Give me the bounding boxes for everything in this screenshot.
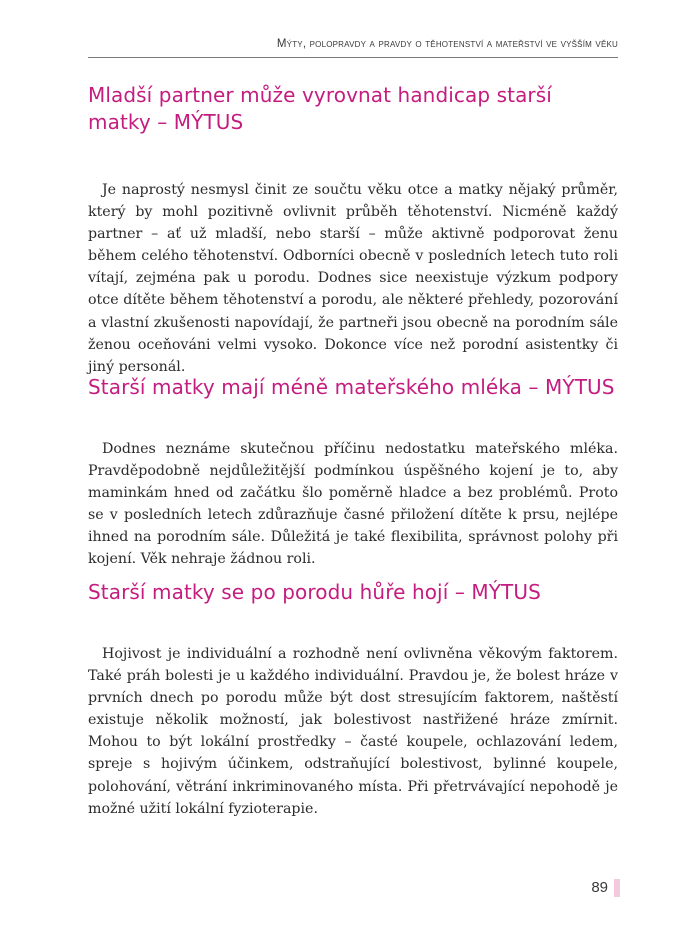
section-younger-partner xyxy=(88,82,618,378)
page-marker-bar xyxy=(614,879,620,897)
section-breast-milk xyxy=(88,374,618,571)
page-number: 89 xyxy=(591,879,608,896)
section-heading: Mladší partner může vyrovnat handicap starší matky – MÝTUS xyxy=(88,83,552,134)
section-heading: Starší matky mají méně mateřského mléka – MÝTUS xyxy=(88,375,615,399)
section-heading: Starší matky se po porodu hůře hojí – MÝTUS xyxy=(88,580,541,604)
header-rule xyxy=(88,57,618,58)
section-healing xyxy=(88,579,618,820)
section-paragraph: Je naprostý nesmysl činit ze součtu věku otce a matky nějaký průměr, který by mohl pozitivně ovlivnit průběh těhotenství. Nicméně každý partner – ať už mladší, nebo starší – může aktivně podporovat ženu během celého těhotenství. Odborníci obecně v posledních letech tuto roli vítají, zejména pak u porodu. Dodnes sice neexistuje výzkum podpory otce dítěte během těhotenství a porodu, ale některé přehledy, pozorování a vlastní zkušenosti napovídají, že partneři jsou obecně na porodním sále ženou oceňováni velmi vysoko. Dokonce více než porodní asistentky či jiný personál. xyxy=(88,182,618,375)
section-paragraph: Hojivost je individuální a rozhodně není ovlivněna věkovým faktorem. Také práh bolesti je u každého individuální. Pravdou je, že bolest hráze v prvních dnech po porodu může být dost stresujícím faktorem, naštěstí existuje několik možností, jak bolestivost nastřižené hráze zmírnit. Mohou to být lokální prostředky – časté koupele, ochlazování ledem, spreje s hojivým účinkem, odstraňující bolestivost, bylinné koupele, polohování, větrání inkriminovaného místa. Při přetrvávající nepohodě je možné užití lokální fyzioterapie. xyxy=(88,646,618,817)
running-head: Mýty, polopravdy a pravdy o těhotenství a mateřství ve vyšším věku xyxy=(276,38,618,50)
section-paragraph: Dodnes neznáme skutečnou příčinu nedostatku mateřského mléka. Pravděpodobně nejdůležitější podmínkou úspěšného kojení je to, aby maminkám hned od začátku šlo poměrně hladce a bez problémů. Proto se v posledních letech zdůrazňuje časné přiložení dítěte k prsu, nejlépe ihned na porodním sále. Důležitá je také flexibilita, správnost polohy při kojení. Věk nehraje žádnou roli. xyxy=(88,441,618,568)
